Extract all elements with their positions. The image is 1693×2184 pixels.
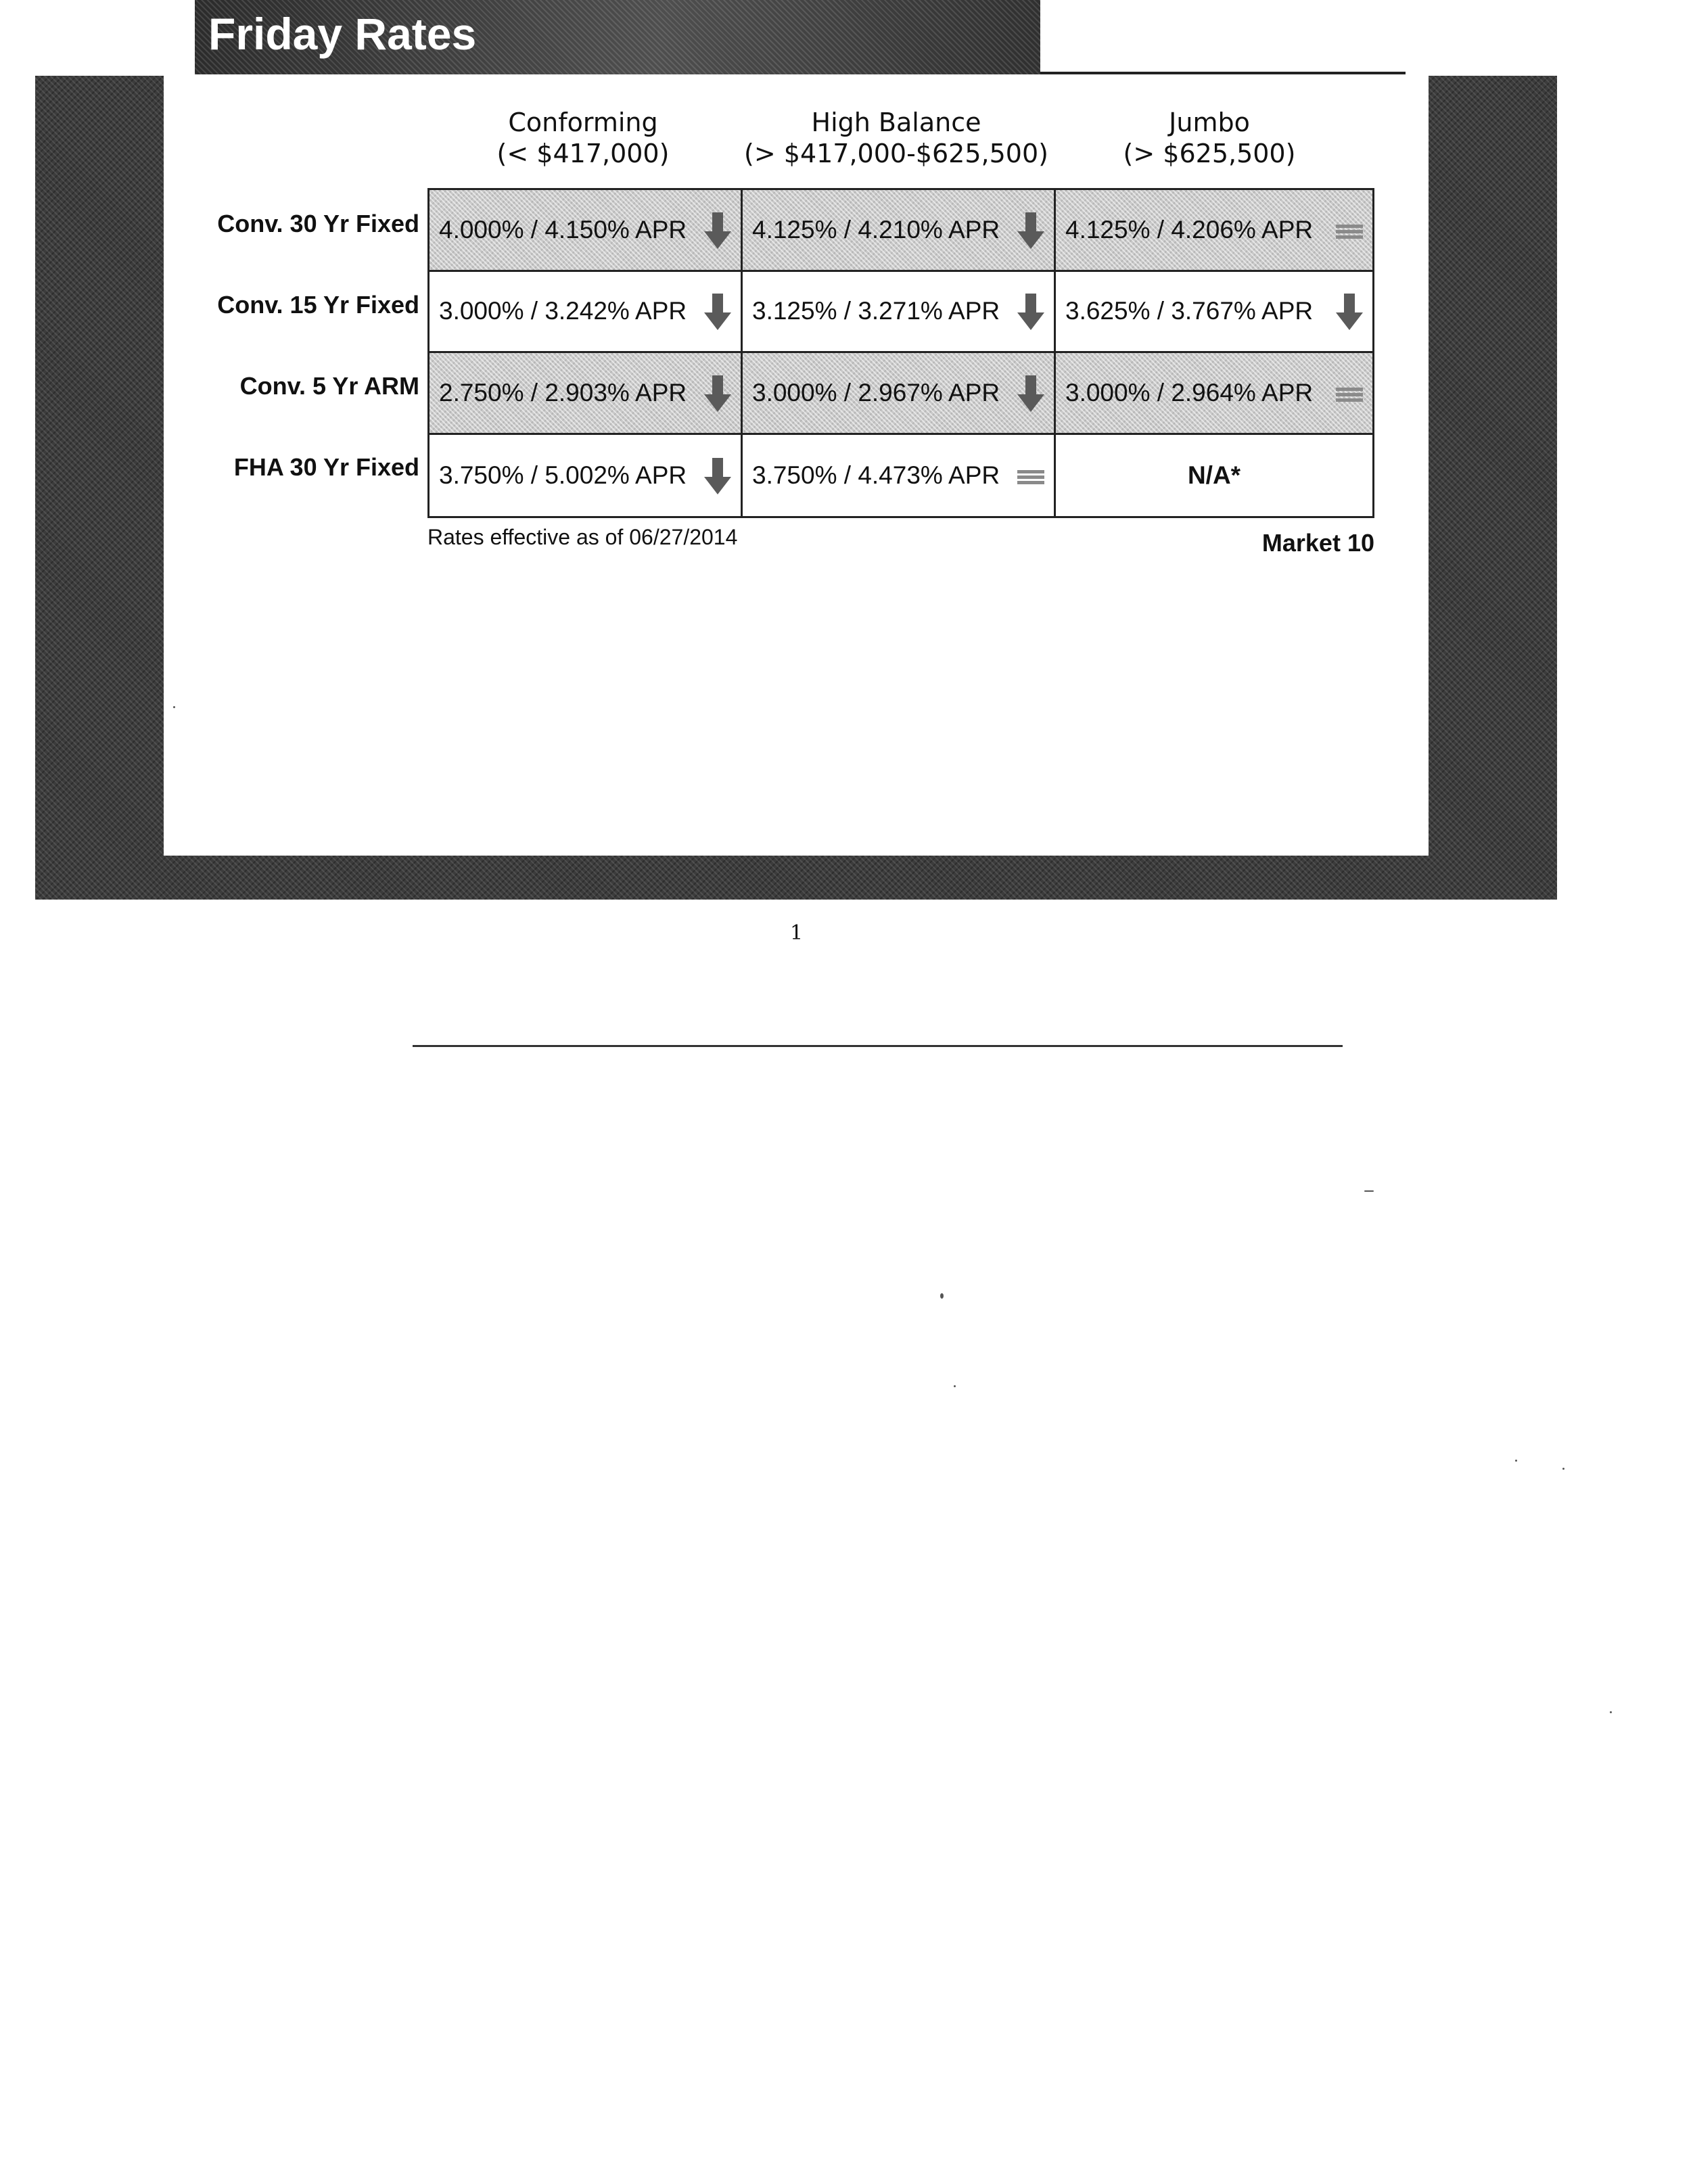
rates-table (427, 188, 1374, 518)
market-label: Market 10 (1261, 529, 1374, 557)
rate-cell (430, 353, 743, 435)
rate-value: 3.625% / 3.767% APR (1065, 297, 1314, 325)
rate-cell (1056, 353, 1372, 435)
title-banner (195, 0, 1040, 74)
rate-value: 3.750% / 4.473% APR (752, 461, 1000, 489)
column-header-conforming (427, 107, 739, 169)
rate-cell (743, 435, 1056, 517)
column-name: High Balance (811, 108, 981, 137)
rate-cell (430, 272, 743, 354)
scan-speck (1562, 1468, 1564, 1470)
column-range: (> $417,000-$625,500) (744, 139, 1048, 168)
rate-value: 4.125% / 4.206% APR (1065, 215, 1314, 243)
down-arrow-icon (1016, 291, 1046, 331)
rate-cell (1056, 190, 1372, 272)
scan-speck (1364, 1190, 1374, 1192)
horizontal-rule (413, 1045, 1343, 1047)
unchanged-icon (1016, 455, 1046, 496)
rate-cell (743, 353, 1056, 435)
down-arrow-icon (703, 455, 733, 496)
scan-speck (1610, 1711, 1612, 1713)
rate-cell (1056, 435, 1372, 517)
rate-value: N/A* (1187, 461, 1241, 489)
scan-speck (173, 706, 175, 708)
unchanged-icon (1335, 373, 1364, 413)
down-arrow-icon (1016, 373, 1046, 413)
column-header-high-balance (741, 107, 1052, 169)
rate-value: 3.000% / 2.967% APR (752, 378, 1000, 406)
rate-value: 3.000% / 2.964% APR (1065, 378, 1314, 406)
rate-value: 3.000% / 3.242% APR (439, 297, 687, 325)
row-label-conv-30: Conv. 30 Yr Fixed (217, 210, 419, 237)
rate-cell (430, 190, 743, 272)
scan-speck (954, 1385, 956, 1387)
column-name: Conforming (508, 108, 658, 137)
rates-effective-date: Rates effective as of 06/27/2014 (427, 525, 738, 549)
rate-value: 4.000% / 4.150% APR (439, 215, 687, 243)
down-arrow-icon (703, 291, 733, 331)
rate-value: 4.125% / 4.210% APR (752, 215, 1000, 243)
column-range: (> $625,500) (1123, 139, 1296, 168)
rates-panel (164, 74, 1429, 856)
down-arrow-icon (703, 210, 733, 250)
rate-cell (430, 435, 743, 517)
rate-value: 2.750% / 2.903% APR (439, 378, 687, 406)
row-label-fha-30: FHA 30 Yr Fixed (233, 453, 419, 481)
down-arrow-icon (703, 373, 733, 413)
page-number: 1 (790, 921, 804, 945)
column-header-jumbo (1054, 107, 1365, 169)
rate-cell (743, 190, 1056, 272)
rate-cell (743, 272, 1056, 354)
row-label-conv-15: Conv. 15 Yr Fixed (217, 291, 419, 319)
scan-speck (1515, 1460, 1517, 1462)
rate-value: 3.750% / 5.002% APR (439, 461, 687, 489)
rate-cell (1056, 272, 1372, 354)
unchanged-icon (1335, 210, 1364, 250)
page-title: Friday Rates (208, 9, 477, 59)
column-name: Jumbo (1169, 108, 1250, 137)
down-arrow-icon (1016, 210, 1046, 250)
column-range: (< $417,000) (496, 139, 670, 168)
down-arrow-icon (1335, 291, 1364, 331)
row-label-conv-5-arm: Conv. 5 Yr ARM (239, 372, 419, 400)
rate-value: 3.125% / 3.271% APR (752, 297, 1000, 325)
scan-speck (940, 1293, 944, 1299)
